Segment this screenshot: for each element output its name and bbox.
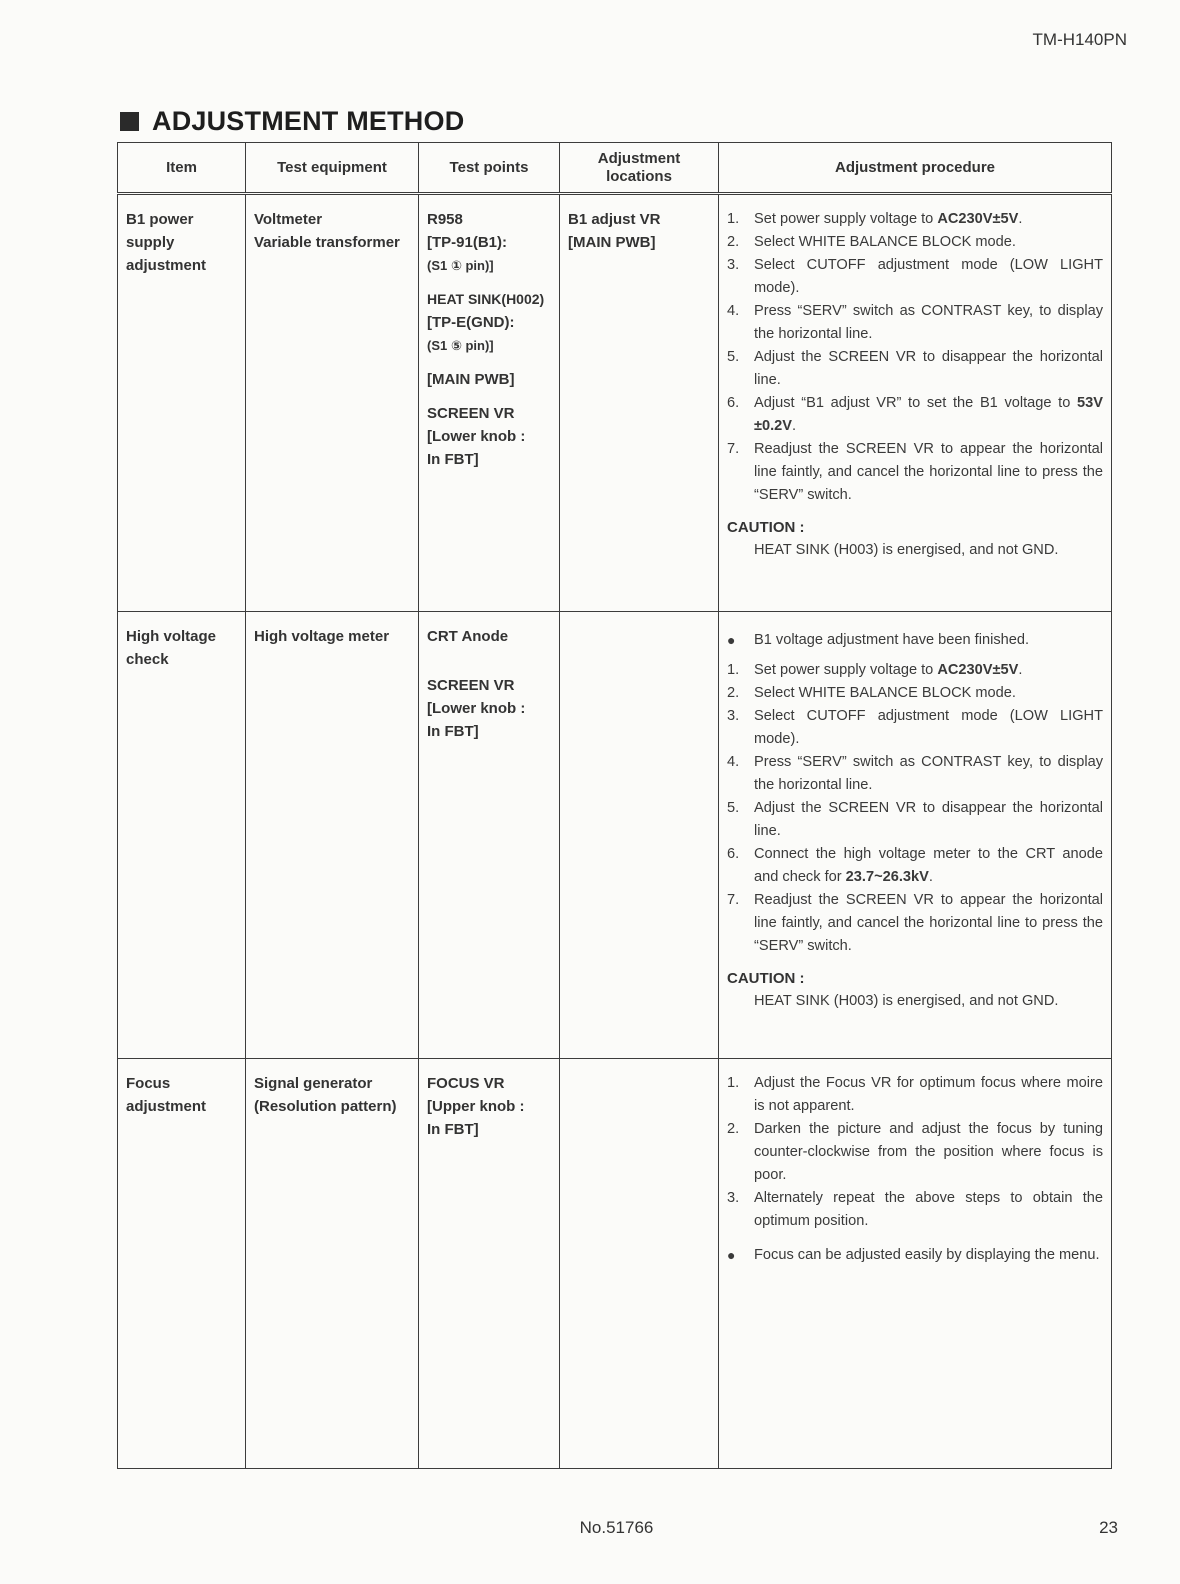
step-item: 3. Select CUTOFF adjustment mode (LOW LIGHT mode). (727, 708, 1103, 747)
point-text: [Lower knob : (427, 700, 526, 717)
row-item-cell (118, 612, 246, 1059)
step-item: 7. Readjust the SCREEN VR to appear the horizontal line faintly, and cancel the horizontal line to press the “SERV” switch. (727, 892, 1103, 954)
point-text: CRT Anode (427, 628, 509, 645)
point-text: In FBT] (427, 451, 479, 468)
bullet-dot-icon: ● (727, 632, 736, 648)
row-equipment-cell (246, 612, 419, 1059)
point-text: SCREEN VR (427, 405, 515, 422)
step-item: 6. Connect the high voltage meter to the CRT anode and check for 23.7~26.3kV. (727, 846, 1103, 885)
row-points (419, 612, 559, 751)
row-locations (560, 1059, 718, 1080)
row-points-cell (419, 1059, 560, 1469)
step-item: 5. Adjust the SCREEN VR to disappear the horizontal line. (727, 800, 1103, 839)
row-equipment-cell (246, 1059, 419, 1469)
procedure-steps (727, 1072, 1103, 1233)
precondition-note: ● B1 voltage adjustment have been finished. (727, 629, 1103, 652)
row-item: B1 power supply adjustment (126, 211, 207, 274)
row-points (419, 195, 559, 479)
caution-text: HEAT SINK (H003) is energised, and not GND. (754, 542, 1059, 558)
header-adjustment-locations: Adjustment locations (560, 143, 719, 194)
adjustment-table (117, 142, 1112, 1469)
document-number: No.51766 (579, 1518, 654, 1537)
step-item: 4. Press “SERV” switch as CONTRAST key, to display the horizontal line. (727, 303, 1103, 342)
row-item-cell (118, 1059, 246, 1469)
step-item: 7. Readjust the SCREEN VR to appear the horizontal line faintly, and cancel the horizontal line to press the “SERV” switch. (727, 441, 1103, 503)
row-locations-cell (560, 194, 719, 612)
point-text: In FBT] (427, 1121, 479, 1138)
table-header-row (118, 143, 1112, 194)
step-item: 1. Adjust the Focus VR for optimum focus where moire is not apparent. (727, 1075, 1103, 1114)
point-text: SCREEN VR (427, 677, 515, 694)
row-points-cell (419, 194, 560, 612)
row-item-cell (118, 194, 246, 612)
step-item: 1. Set power supply voltage to AC230V±5V. (727, 211, 1023, 227)
row-points (419, 1059, 559, 1149)
row-procedure-cell (719, 612, 1112, 1059)
caution-label: CAUTION : (727, 970, 805, 987)
point-text: [TP-91(B1): (427, 234, 508, 251)
row-equipment-cell (246, 194, 419, 612)
point-text: [TP-E(GND): (427, 314, 515, 331)
table-row (118, 194, 1112, 612)
row-locations-cell (560, 612, 719, 1059)
section-title-text: ADJUSTMENT METHOD (152, 106, 465, 136)
table-row (118, 612, 1112, 1059)
point-text: HEAT SINK(H002) (427, 291, 545, 307)
row-locations (560, 612, 718, 633)
step-item: 6. Adjust “B1 adjust VR” to set the B1 voltage to 53V ±0.2V. (727, 395, 1103, 434)
row-procedure (719, 612, 1111, 1021)
row-locations: B1 adjust VR [MAIN PWB] (568, 211, 661, 251)
row-locations-cell (560, 1059, 719, 1469)
row-item: Focus adjustment (126, 1075, 207, 1115)
row-procedure (719, 195, 1111, 570)
page-number: 23 (1099, 1518, 1118, 1537)
point-text: FOCUS VR (427, 1075, 505, 1092)
row-procedure (719, 1059, 1111, 1275)
procedure-steps (727, 208, 1103, 507)
point-text: [MAIN PWB] (427, 371, 515, 388)
square-bullet-icon (120, 112, 139, 131)
step-item: 2. Darken the picture and adjust the focus by tuning counter-clockwise from the position where focus is poor. (727, 1121, 1103, 1183)
step-item: 2. Select WHITE BALANCE BLOCK mode. (727, 685, 1016, 701)
row-item: High voltage check (126, 628, 217, 668)
header-test-equipment: Test equipment (246, 143, 419, 194)
step-item: 3. Select CUTOFF adjustment mode (LOW LIGHT mode). (727, 257, 1103, 296)
point-text: [Lower knob : (427, 428, 526, 445)
bullet-dot-icon: ● (727, 1247, 736, 1263)
step-item: 3. Alternately repeat the above steps to obtain the optimum position. (727, 1190, 1103, 1229)
section-title (120, 106, 464, 137)
focus-note: ● Focus can be adjusted easily by displaying the menu. (727, 1244, 1103, 1267)
procedure-steps (727, 659, 1103, 958)
step-item: 4. Press “SERV” switch as CONTRAST key, to display the horizontal line. (727, 754, 1103, 793)
header-item: Item (118, 143, 246, 194)
step-item: 5. Adjust the SCREEN VR to disappear the horizontal line. (727, 349, 1103, 388)
point-text: [Upper knob : (427, 1098, 525, 1115)
row-points-cell (419, 612, 560, 1059)
step-item: 1. Set power supply voltage to AC230V±5V. (727, 662, 1023, 678)
row-equipment: High voltage meter (254, 628, 390, 645)
row-procedure-cell (719, 194, 1112, 612)
caution-label: CAUTION : (727, 519, 805, 536)
model-number: TM-H140PN (1032, 30, 1127, 49)
row-equipment: Voltmeter Variable transformer (254, 211, 400, 251)
table-row (118, 1059, 1112, 1469)
point-text: In FBT] (427, 723, 479, 740)
row-equipment: Signal generator (Resolution pattern) (254, 1075, 397, 1115)
caution-text: HEAT SINK (H003) is energised, and not GND. (754, 993, 1059, 1009)
step-item: 2. Select WHITE BALANCE BLOCK mode. (727, 234, 1016, 250)
point-pin: (S1 ⑤ pin)] (427, 338, 494, 353)
header-test-points: Test points (419, 143, 560, 194)
header-adjustment-procedure: Adjustment procedure (719, 143, 1112, 194)
row-procedure-cell (719, 1059, 1112, 1469)
point-pin: (S1 ① pin)] (427, 258, 494, 273)
point-text: R958 (427, 211, 463, 228)
